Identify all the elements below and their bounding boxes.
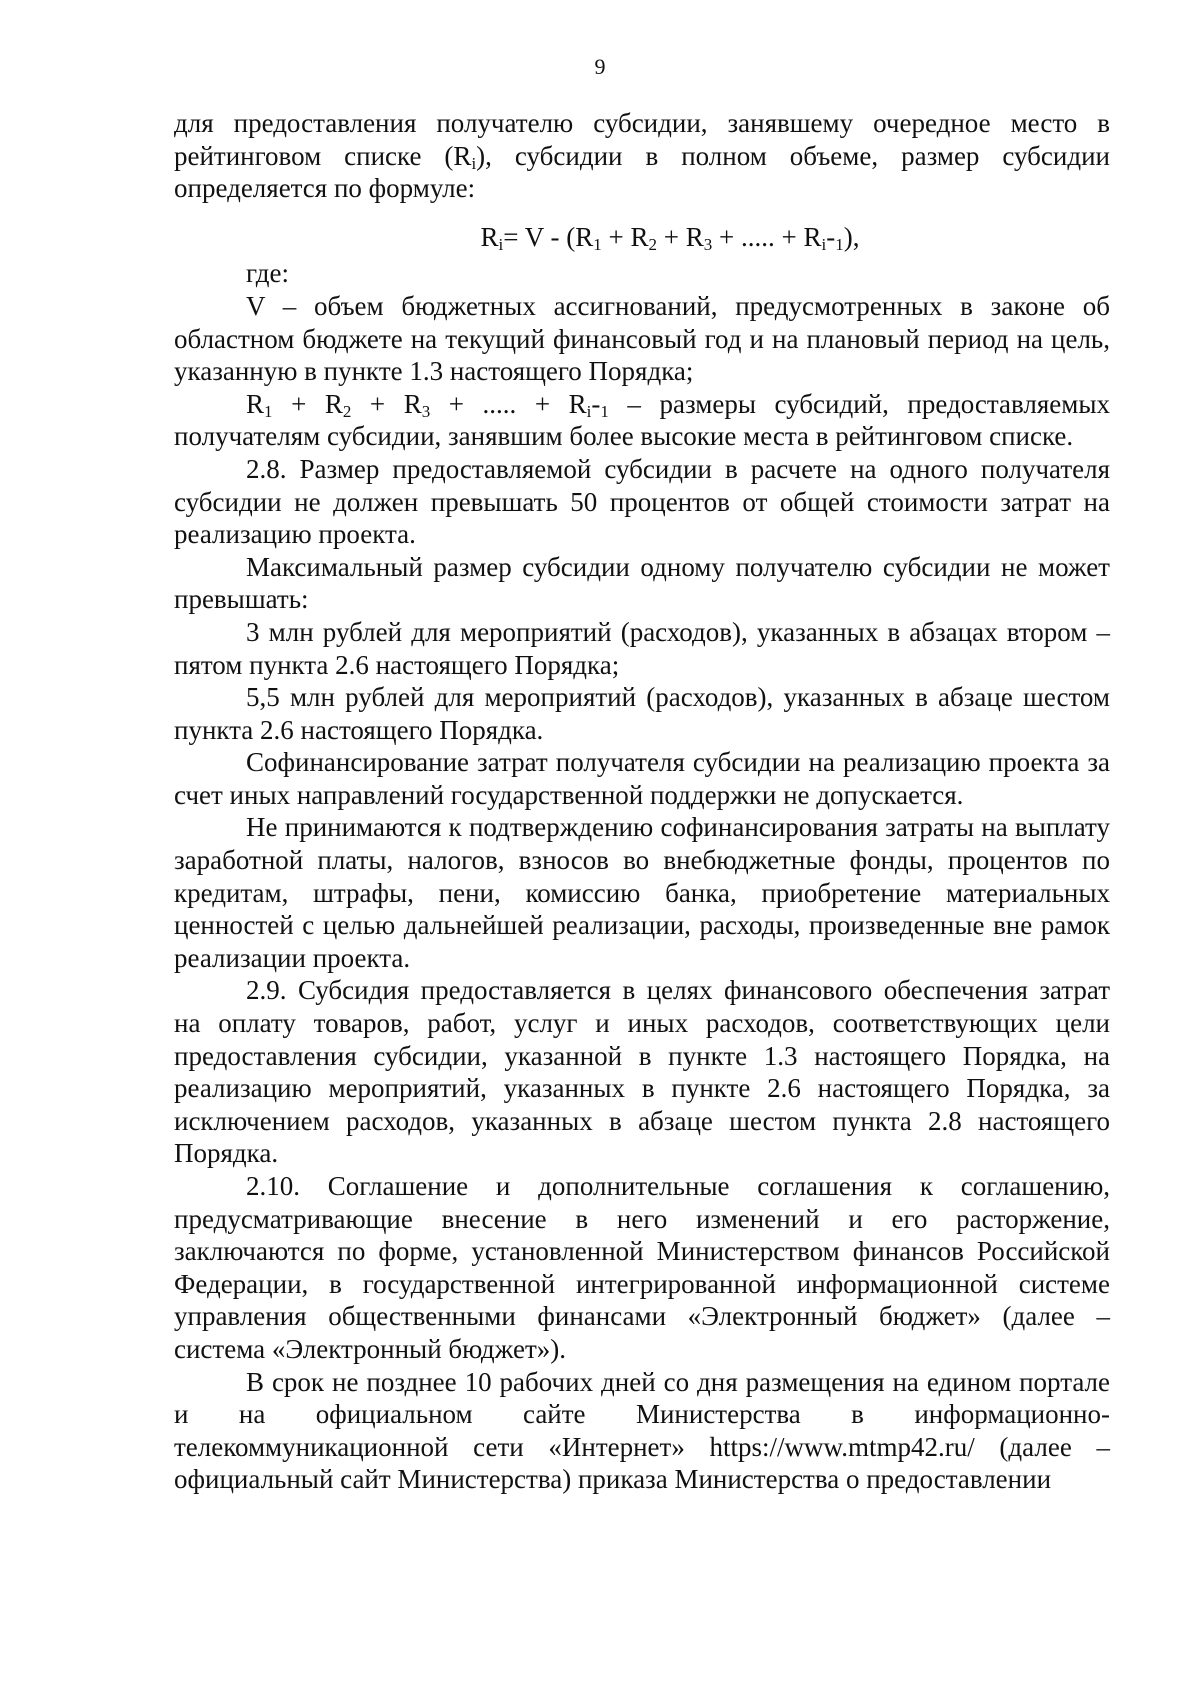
- paragraph-where: где:: [246, 258, 289, 289]
- document-body: [174, 107, 1110, 1496]
- paragraph-max-size: Максимальный размер субсидии одному получателю субсидии не может превышать:: [174, 551, 1110, 615]
- paragraph-2-9: 2.9. Субсидия предоставляется в целях финансового обеспечения затрат на оплату товаров, работ, услуг и иных расходов, соответствующих цели предоставления субсидии, указанной в пункте 1.3 настоящего Порядка, на реализацию мероприятий, указанных в пункте 2.6 настоящего Порядка, за исключением расходов, указанных в абзаце шестом пункта 2.8 настоящего Порядка.: [174, 975, 1110, 1169]
- formula-sub: i: [498, 234, 504, 254]
- formula-part: = V - (R: [503, 221, 594, 252]
- formula: [174, 221, 1110, 254]
- text-intro: для предоставления получателю субсидии, занявшему очередное место в рейтинговом списке (R: [174, 108, 1110, 171]
- formula-sub: i: [821, 234, 827, 254]
- text-intro-tail: ), субсидии в полном объеме, размер субсидии определяется по формуле:: [174, 140, 1110, 204]
- rsum-sub: 1: [600, 401, 609, 421]
- paragraph-v-definition: V – объем бюджетных ассигнований, предусмотренных в законе об областном бюджете на текущий финансовый год и на плановый период на цель, указанную в пункте 1.3 настоящего Порядка;: [174, 290, 1110, 387]
- rsum-sub: 2: [342, 401, 352, 421]
- formula-sub: 3: [703, 234, 713, 254]
- rsum-part: + ..... + R: [430, 388, 587, 419]
- rsum-part: + R: [351, 388, 422, 419]
- paragraph-5-5-mln: 5,5 млн рублей для мероприятий (расходов), указанных в абзаце шестом пункта 2.6 настоящего Порядка.: [174, 682, 1110, 745]
- page-number: 9: [594, 54, 606, 79]
- paragraph-intro: [174, 107, 1110, 205]
- rsum-sub: 1: [264, 401, 273, 421]
- rsum-sub: 3: [421, 401, 431, 421]
- paragraph-cofinancing: Софинансирование затрат получателя субсидии на реализацию проекта за счет иных направлений государственной поддержки не допускается.: [174, 747, 1110, 810]
- paragraph-not-accepted: Не принимаются к подтверждению софинансирования затраты на выплату заработной платы, налогов, взносов во внебюджетные фонды, процентов по кредитам, штрафы, пени, комиссию банка, приобретение материальных ценностей с целью дальнейшей реализации, расходы, произведенные вне рамок реализации проекта.: [174, 812, 1110, 973]
- formula-part: + ..... + R: [712, 221, 822, 252]
- subscript-i: i: [471, 153, 477, 173]
- paragraph-2-8: 2.8. Размер предоставляемой субсидии в расчете на одного получателя субсидии не должен превышать 50 процентов от общей стоимости затрат на реализацию проекта.: [174, 453, 1110, 550]
- rsum-part: -: [591, 388, 601, 419]
- formula-part: ),: [843, 221, 860, 252]
- rsum-sub: i: [586, 401, 592, 421]
- formula-sub: 2: [648, 234, 658, 254]
- formula-text: [481, 221, 860, 254]
- formula-lhs: R: [480, 221, 499, 252]
- paragraph-2-10: 2.10. Соглашение и дополнительные соглашения к соглашению, предусматривающие внесение в него изменений и его расторжение, заключаются по форме, установленной Министерством финансов Российской Федерации, в государственной интегрированной информационной системе управления общественными финансами «Электронный бюджет» (далее – система «Электронный бюджет»).: [174, 1171, 1110, 1364]
- paragraph-r-definition: [174, 388, 1110, 453]
- formula-part: + R: [657, 221, 704, 252]
- rsum-part: R: [246, 388, 265, 419]
- formula-part: + R: [601, 221, 649, 252]
- text-r-def-tail: – размеры субсидий, предоставляемых получателям субсидии, занявшим более высокие места в рейтинговом списке.: [174, 388, 1110, 452]
- rsum-part: + R: [272, 388, 343, 419]
- formula-sub: 1: [593, 234, 602, 254]
- paragraph-3-mln: 3 млн рублей для мероприятий (расходов), указанных в абзацах втором – пятом пункта 2.6 настоящего Порядка;: [174, 616, 1110, 680]
- formula-part: -: [826, 221, 836, 252]
- formula-sub: 1: [835, 234, 844, 254]
- paragraph-deadline: В срок не позднее 10 рабочих дней со дня размещения на едином портале и на официальном сайте Министерства в информационно-телекоммуникационной сети «Интернет» https://www.mtmp42.ru/ (далее – официальный сайт Министерства) приказа Министерства о предоставлении: [174, 1366, 1110, 1495]
